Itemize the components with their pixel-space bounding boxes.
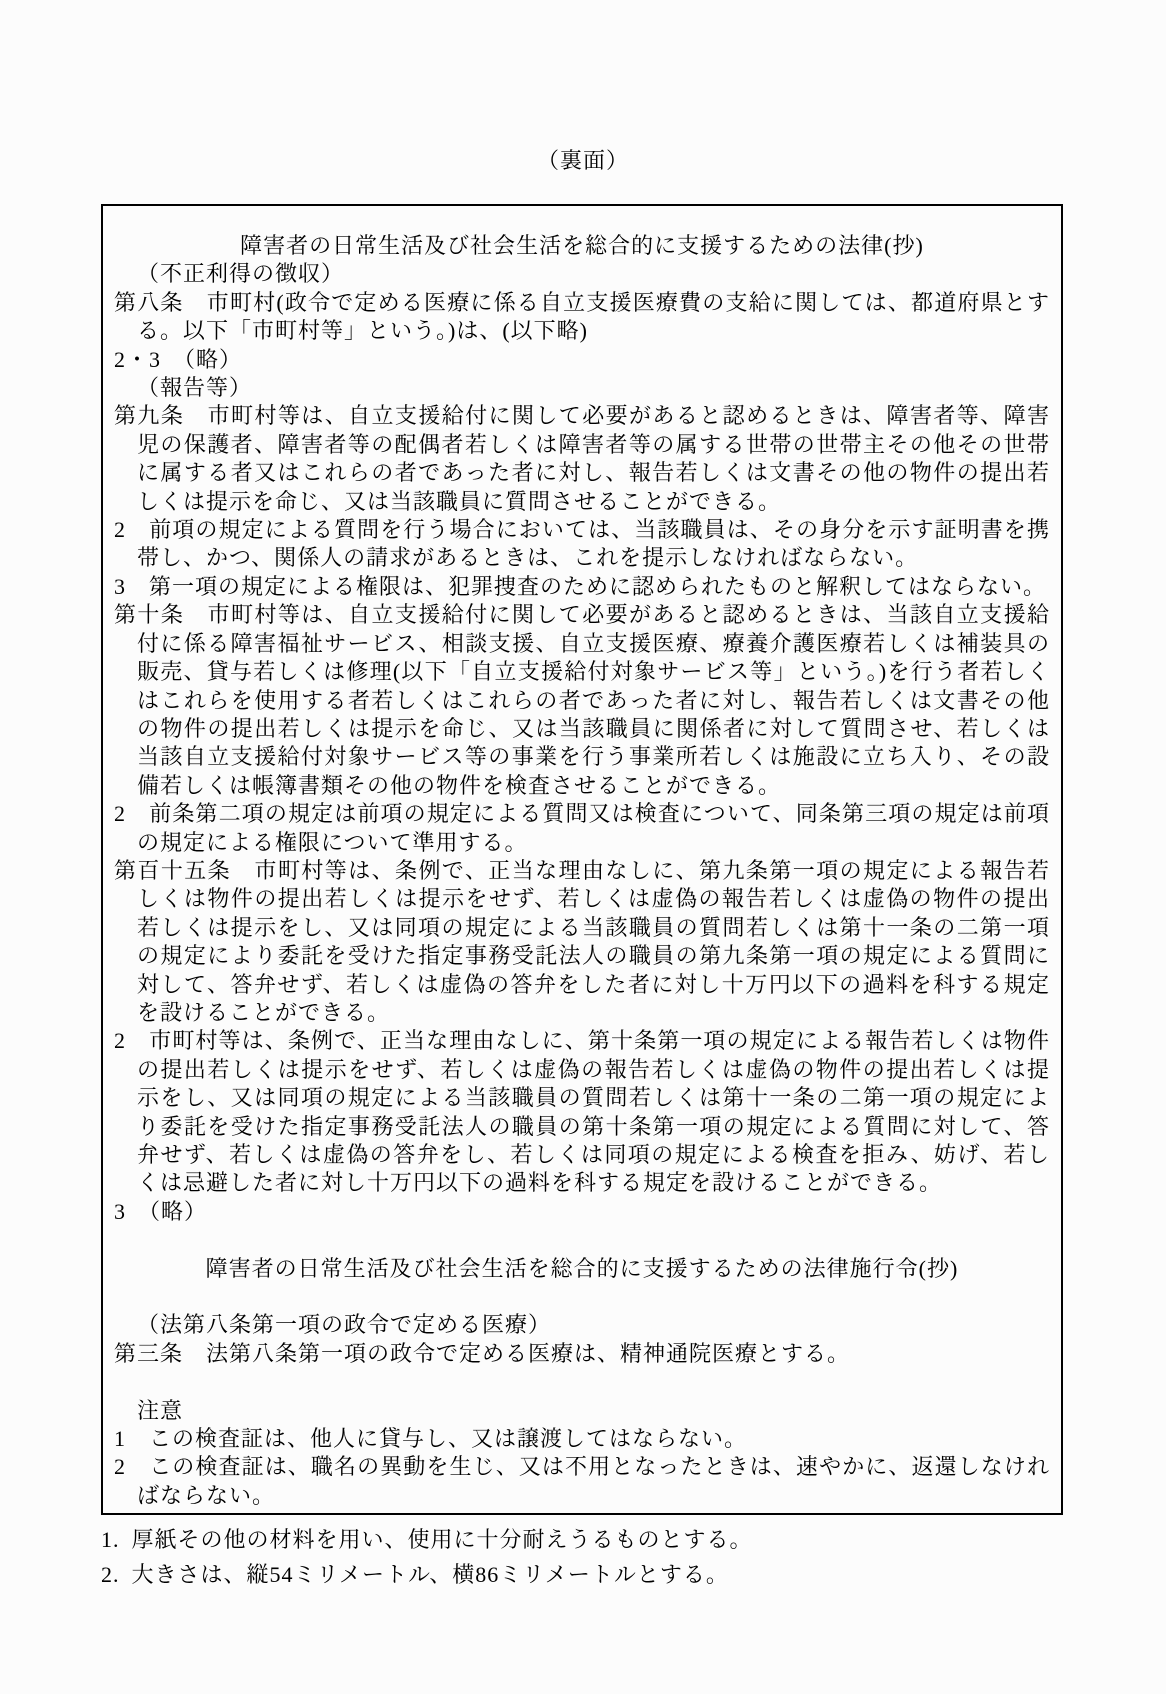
ordinance-article-3: 第三条 法第八条第一項の政令で定める医療は、精神通院医療とする。 (114, 1340, 851, 1366)
spacer (114, 1283, 1050, 1311)
article-8: 第八条 市町村(政令で定める医療に係る自立支援医療費の支給に関しては、都道府県とする。以下「市町村等」という。)は、(以下略) (114, 289, 1050, 344)
legal-text-box (101, 204, 1063, 1515)
heading-medical: （法第八条第一項の政令で定める医療） (137, 1312, 552, 1338)
card-spec-note-2-text: 大きさは、縦54ミリメートル、横86ミリメートルとする。 (131, 1562, 729, 1588)
backside-label: （裏面） (536, 148, 629, 173)
article-10-par2: 2 前条第二項の規定は前項の規定による質問又は検査について、同条第三項の規定は前項の規定による権限について準用する。 (114, 801, 1050, 855)
heading-fusei-ritoku: （不正利得の徴収） (137, 261, 345, 287)
article-9-par3: 3 第一項の規定による権限は、犯罪捜査のために認められたものと解釈してはならない。 (114, 573, 1047, 599)
article-8-par2-3: 2・3 （略） (114, 346, 243, 372)
article-115: 第百十五条 市町村等は、条例で、正当な理由なしに、第九条第一項の規定による報告若しくは物件の提出若しくは提示をせず、若しくは虚偽の報告若しくは虚偽の物件の提出若しくは提示をし、又は同項の規定による当該職員の質問若しくは第十一条の二第一項の規定により委託を受けた指定事務受託法人の職員の第九条第一項の規定による質問に対して、答弁せず、若しくは虚偽の答弁をした者に対し十万円以下の過料を科する規定を設けることができる。 (114, 857, 1050, 1025)
notice-item-2: 2 この検査証は、職名の異動を生じ、又は不用となったときは、速やかに、返還しなければならない。 (114, 1454, 1050, 1508)
article-9: 第九条 市町村等は、自立支援給付に関して必要があると認めるときは、障害者等、障害児の保護者、障害者等の配偶者若しくは障害者等の属する世帯の世帯主その他その世帯に属する者又はこれらの者であった者に対し、報告若しくは文書その他の物件の提出若しくは提示を命じ、又は当該職員に質問させることができる。 (114, 403, 1050, 514)
card-spec-notes (101, 1525, 1063, 1590)
spacer (114, 1368, 1050, 1396)
notice-heading: 注意 (137, 1397, 184, 1423)
article-10: 第十条 市町村等は、自立支援給付に関して必要があると認めるときは、当該自立支援給付に係る障害福祉サービス、相談支援、自立支援医療、療養介護医療若しくは補装具の販売、貸与若しくは修理(以下「自立支援給付対象サービス等」という。)を行う者若しくはこれらを使用する者若しくはこれらの者であった者に対し、報告若しくは文書その他の物件の提出若しくは提示を命じ、又は当該職員に関係者に対して質問させ、若しくは当該自立支援給付対象サービス等の事業を行う事業所若しくは施設に立ち入り、その設備若しくは帳簿書類その他の物件を検査させることができる。 (114, 602, 1050, 798)
card-spec-note-1-number: 1. (101, 1527, 120, 1553)
heading-houkoku: （報告等） (137, 375, 253, 401)
card-spec-note-1 (101, 1525, 1063, 1555)
article-115-par3: 3 （略） (114, 1198, 208, 1224)
card-spec-note-2 (101, 1560, 1063, 1590)
notice-item-1: 1 この検査証は、他人に貸与し、又は譲渡してはならない。 (114, 1426, 748, 1452)
card-spec-note-1-text: 厚紙その他の材料を用い、使用に十分耐えうるものとする。 (131, 1527, 753, 1553)
article-9-par2: 2 前項の規定による質問を行う場合においては、当該職員は、その身分を示す証明書を携帯し、かつ、関係人の請求があるときは、これを提示しなければならない。 (114, 517, 1050, 571)
card-spec-note-2-number: 2. (101, 1562, 120, 1588)
spacer (114, 1226, 1050, 1254)
law-title: 障害者の日常生活及び社会生活を総合的に支援するための法律(抄) (240, 233, 924, 258)
article-115-par2: 2 市町村等は、条例で、正当な理由なしに、第十条第一項の規定による報告若しくは物件の提出若しくは提示をせず、若しくは虚偽の報告若しくは虚偽の物件の提出若しくは提示をし、又は同項の規定による当該職員の質問若しくは第十一条の二第一項の規定により委託を受けた指定事務受託法人の職員の第十条第一項の規定による質問に対して、答弁せず、若しくは虚偽の答弁をし、若しくは同項の規定による検査を拒み、妨げ、若しくは忌避した者に対し十万円以下の過料を科する規定を設けることができる。 (114, 1028, 1050, 1196)
ordinance-title: 障害者の日常生活及び社会生活を総合的に支援するための法律施行令(抄) (205, 1255, 959, 1281)
